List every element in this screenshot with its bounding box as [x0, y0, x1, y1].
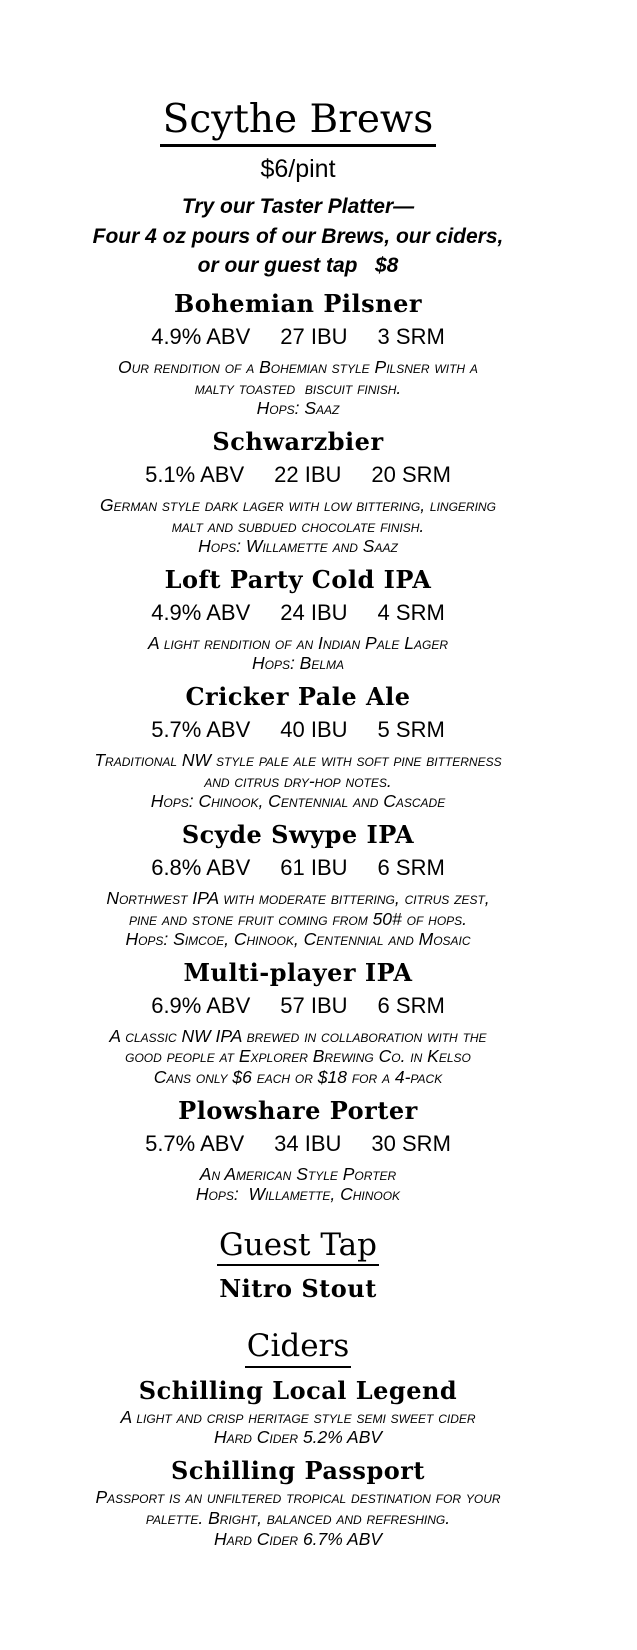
brew-hops-line: Hops: Belma	[251, 653, 345, 674]
brew-entry	[48, 289, 548, 419]
brew-entry	[48, 1096, 548, 1205]
brew-hops-line: Hops: Chinook, Centennial and Cascade	[150, 791, 446, 812]
ibu-value: 27 IBU	[280, 324, 348, 350]
cider-desc-line: Passport is an unfiltered tropical destination for your	[95, 1487, 501, 1508]
brew-hops-line: Hops: Simcoe, Chinook, Centennial and Mosaic	[125, 929, 471, 950]
promo-line: Four 4 oz pours of our Brews, our ciders,	[92, 224, 504, 248]
srm-value: 4 SRM	[377, 600, 445, 626]
brew-desc-line: A classic NW IPA brewed in collaboration with the	[109, 1025, 487, 1046]
cider-desc-line: palette. Bright, balanced and refreshing.	[145, 1508, 451, 1529]
brew-stats	[48, 1130, 548, 1158]
brew-stats	[48, 854, 548, 882]
abv-value: 4.9% ABV	[151, 600, 251, 626]
srm-value: 20 SRM	[371, 462, 451, 488]
ciders-heading-wrap	[48, 1328, 548, 1367]
brew-desc-line: and citrus dry-hop notes.	[204, 770, 392, 791]
cider-abv-line: Hard Cider 5.2% ABV	[213, 1427, 383, 1448]
cider-name: Schilling Local Legend	[138, 1375, 458, 1405]
brew-entry	[48, 565, 548, 674]
cider-entry	[48, 1456, 548, 1549]
promo-block	[48, 192, 548, 281]
ibu-value: 24 IBU	[280, 600, 348, 626]
cider-name: Schilling Passport	[171, 1456, 425, 1486]
promo-line: or our guest tap $8	[197, 254, 399, 278]
brew-name: Schwarzbier	[212, 427, 384, 457]
ciders-section	[48, 1328, 548, 1549]
brew-desc-line: Traditional NW style pale ale with soft pine bitterness	[94, 749, 502, 770]
page-title-wrap	[48, 98, 548, 147]
ibu-value: 57 IBU	[280, 993, 348, 1019]
srm-value: 6 SRM	[377, 993, 445, 1019]
abv-value: 6.8% ABV	[151, 855, 251, 881]
brew-desc-line: An American Style Porter	[199, 1163, 397, 1184]
brew-desc-line: pine and stone fruit coming from 50# of hops.	[128, 908, 468, 929]
menu-page	[48, 0, 548, 1550]
srm-value: 5 SRM	[377, 717, 445, 743]
brew-stats	[48, 323, 548, 351]
brew-desc-line: malt and subdued chocolate finish.	[171, 515, 425, 536]
brew-entry	[48, 958, 548, 1088]
brew-hops-line: Hops: Saaz	[256, 398, 340, 419]
srm-value: 30 SRM	[371, 1131, 451, 1157]
ciders-heading: Ciders	[245, 1328, 352, 1367]
abv-value: 4.9% ABV	[151, 324, 251, 350]
brew-stats	[48, 992, 548, 1020]
brew-stats	[48, 716, 548, 744]
abv-value: 5.1% ABV	[145, 462, 245, 488]
guest-tap-section	[48, 1227, 548, 1304]
brew-desc-line: German style dark lager with low bittering, lingering	[100, 494, 496, 515]
guest-tap-name: Nitro Stout	[219, 1274, 377, 1304]
cider-entry	[48, 1376, 548, 1449]
brew-entry	[48, 820, 548, 950]
brew-desc-line: A light rendition of an Indian Pale Lager	[147, 632, 449, 653]
abv-value: 5.7% ABV	[145, 1131, 245, 1157]
srm-value: 6 SRM	[377, 855, 445, 881]
brew-desc-line: good people at Explorer Brewing Co. in Kelso	[125, 1046, 471, 1067]
brew-name: Loft Party Cold IPA	[164, 565, 432, 595]
brew-desc-line: malty toasted biscuit finish.	[194, 377, 402, 398]
ibu-value: 34 IBU	[274, 1131, 342, 1157]
brew-desc-line: Northwest IPA with moderate bittering, citrus zest,	[106, 887, 490, 908]
brew-entry	[48, 427, 548, 557]
brew-entry	[48, 682, 548, 812]
ibu-value: 40 IBU	[280, 717, 348, 743]
promo-line: Try our Taster Platter—	[181, 194, 415, 218]
ibu-value: 61 IBU	[280, 855, 348, 881]
cider-desc-line: A light and crisp heritage style semi sweet cider	[120, 1406, 476, 1427]
srm-value: 3 SRM	[377, 324, 445, 350]
brew-stats	[48, 599, 548, 627]
ibu-value: 22 IBU	[274, 462, 342, 488]
guest-tap-heading-wrap	[48, 1227, 548, 1266]
brew-hops-line: Hops: Willamette and Saaz	[198, 536, 398, 557]
brew-stats	[48, 461, 548, 489]
price-line: $6/pint	[260, 154, 336, 183]
brew-desc-line: Our rendition of a Bohemian style Pilsner with a	[118, 356, 478, 377]
page-title: Scythe Brews	[160, 98, 437, 147]
cider-abv-line: Hard Cider 6.7% ABV	[213, 1528, 383, 1549]
brew-name: Bohemian Pilsner	[173, 289, 423, 319]
brew-hops-line: Hops: Willamette, Chinook	[195, 1184, 401, 1205]
brew-name: Multi-player IPA	[183, 958, 413, 988]
brew-name: Cricker Pale Ale	[185, 682, 411, 712]
brew-name: Scyde Swype IPA	[181, 820, 415, 850]
brew-name: Plowshare Porter	[178, 1096, 418, 1126]
abv-value: 5.7% ABV	[151, 717, 251, 743]
brew-cans-line: Cans only $6 each or $18 for a 4-pack	[153, 1067, 443, 1088]
guest-tap-heading: Guest Tap	[217, 1227, 379, 1266]
abv-value: 6.9% ABV	[151, 993, 251, 1019]
